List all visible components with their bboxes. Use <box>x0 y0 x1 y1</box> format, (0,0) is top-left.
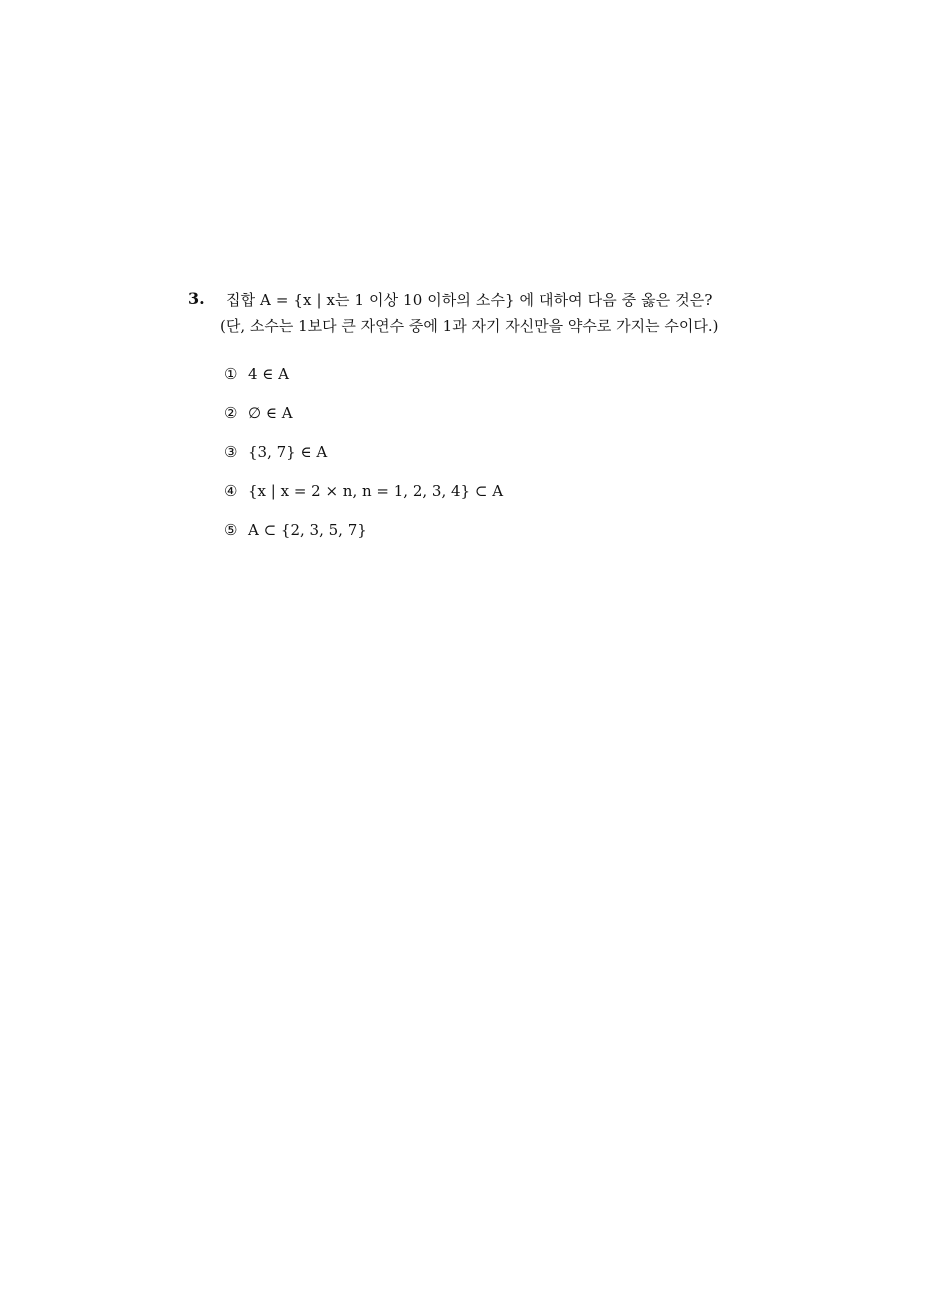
choice-text: {x | x = 2 × n, n = 1, 2, 3, 4} ⊂ A <box>248 482 504 500</box>
choice-text: ∅ ∈ A <box>248 404 293 422</box>
choice-text: A ⊂ {2, 3, 5, 7} <box>248 521 367 539</box>
choice-marker: ④ <box>224 482 238 500</box>
choice-text: 4 ∈ A <box>248 365 290 383</box>
choice-1[interactable] <box>224 365 503 404</box>
choice-2[interactable] <box>224 404 503 443</box>
choice-text: {3, 7} ∈ A <box>248 443 328 461</box>
choice-marker: ① <box>224 365 238 383</box>
choice-marker: ② <box>224 404 238 422</box>
choice-list <box>224 365 503 560</box>
problem-note: (단, 소수는 1보다 큰 자연수 중에 1과 자기 자신만을 약수로 가지는 수이다.) <box>220 317 719 335</box>
choice-5[interactable] <box>224 521 503 560</box>
problem-number: 3. <box>188 289 205 308</box>
choice-3[interactable] <box>224 443 503 482</box>
choice-4[interactable] <box>224 482 503 521</box>
choice-marker: ⑤ <box>224 521 238 539</box>
problem-question: 집합 A = {x | x는 1 이상 10 이하의 소수} 에 대하여 다음 중 옳은 것은? <box>226 291 713 309</box>
problem-3 <box>188 287 788 539</box>
problem-stem <box>188 287 788 313</box>
choice-marker: ③ <box>224 443 238 461</box>
